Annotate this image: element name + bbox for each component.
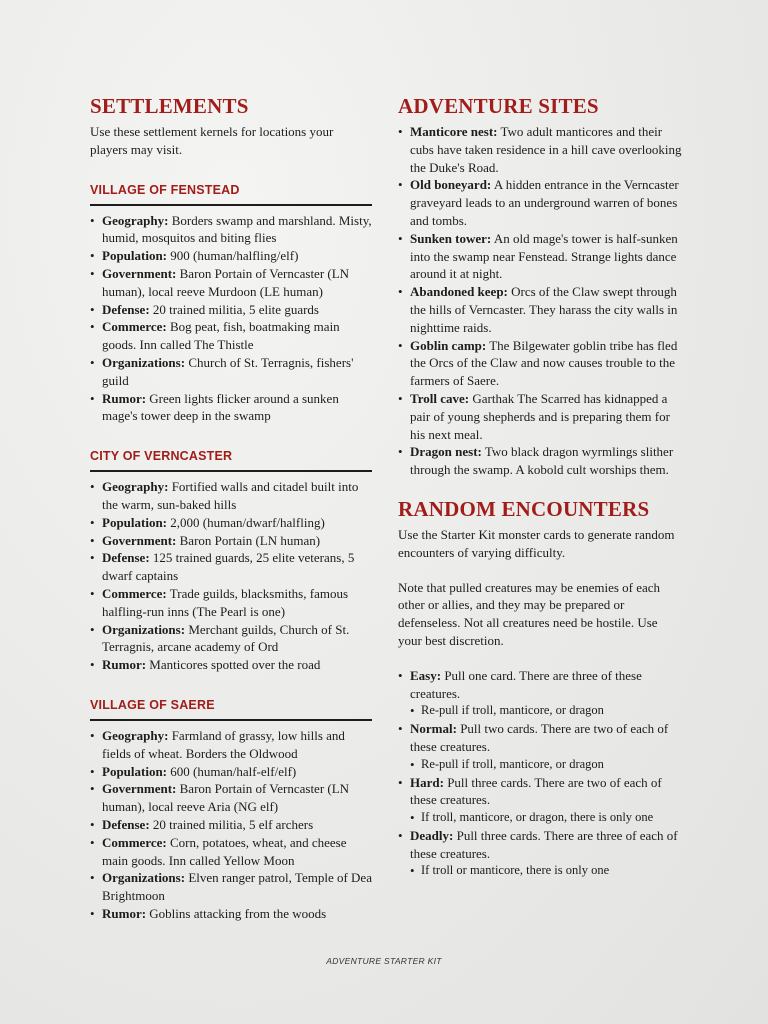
list-item: • Goblin camp: The Bilgewater goblin tribe has fled the Orcs of the Claw and now causes trouble to the farmers of Saere. bbox=[398, 337, 684, 390]
list-item: • Geography: Farmland of grassy, low hills and fields of wheat. Borders the Oldwood bbox=[90, 727, 372, 763]
adventure-sites-heading: ADVENTURE SITES bbox=[398, 94, 599, 118]
adventure-sites-list bbox=[398, 123, 684, 479]
difficulty-item-easy: • Easy: Pull one card. There are three of these creatures. • Re-pull if troll, manticore, or dragon bbox=[398, 667, 684, 720]
fenstead-heading: VILLAGE OF FENSTEAD bbox=[90, 181, 372, 206]
settlements-intro: Use these settlement kernels for locations your players may visit. bbox=[90, 124, 334, 157]
saere-list bbox=[90, 727, 372, 923]
random-encounters-heading: RANDOM ENCOUNTERS bbox=[398, 496, 650, 521]
difficulty-subitem: • Re-pull if troll, manticore, or dragon bbox=[410, 756, 684, 774]
list-item: • Sunken tower: An old mage's tower is half-sunken into the swamp near Fenstead. Strange lights dance around it at night. bbox=[398, 230, 684, 283]
random-encounters-note: Note that pulled creatures may be enemies of each other or allies, and they may be prepared or defenseless. Not all creatures need be hostile. Use your best discretion. bbox=[398, 579, 661, 648]
difficulty-subitem: • Re-pull if troll, manticore, or dragon bbox=[410, 702, 684, 720]
list-item: • Population: 600 (human/half-elf/elf) bbox=[90, 763, 372, 781]
list-item: • Rumor: Green lights flicker around a sunken mage's tower deep in the swamp bbox=[90, 390, 372, 426]
difficulty-subitem: • If troll or manticore, there is only one bbox=[410, 862, 684, 880]
difficulty-subitem: • If troll, manticore, or dragon, there is only one bbox=[410, 809, 684, 827]
list-item: • Commerce: Corn, potatoes, wheat, and cheese main goods. Inn called Yellow Moon bbox=[90, 834, 372, 870]
list-item: • Government: Baron Portain of Verncaster (LN human), local reeve Murdoon (LE human) bbox=[90, 265, 372, 301]
list-item: • Old boneyard: A hidden entrance in the Verncaster graveyard leads to an underground warren of bones and tombs. bbox=[398, 176, 684, 229]
page-footer: ADVENTURE STARTER KIT bbox=[326, 956, 442, 966]
list-item: • Dragon nest: Two black dragon wyrmlings slither through the swamp. A kobold cult worships them. bbox=[398, 443, 684, 479]
list-item: • Population: 2,000 (human/dwarf/halfling) bbox=[90, 514, 372, 532]
settlements-heading: SETTLEMENTS bbox=[90, 94, 249, 118]
list-item: • Population: 900 (human/halfling/elf) bbox=[90, 247, 372, 265]
difficulty-item-deadly: • Deadly: Pull three cards. There are three of each of these creatures. • If troll or manticore, there is only one bbox=[398, 827, 684, 880]
list-item: • Organizations: Merchant guilds, Church of St. Terragnis, arcane academy of Ord bbox=[90, 621, 372, 657]
list-item: • Government: Baron Portain (LN human) bbox=[90, 532, 372, 550]
list-item: • Commerce: Trade guilds, blacksmiths, famous halfling-run inns (The Pearl is one) bbox=[90, 585, 372, 621]
list-item: • Organizations: Church of St. Terragnis, fishers' guild bbox=[90, 354, 372, 390]
saere-heading: VILLAGE OF SAERE bbox=[90, 696, 372, 721]
list-item: • Organizations: Elven ranger patrol, Temple of Dea Brightmoon bbox=[90, 869, 372, 905]
list-item: • Government: Baron Portain of Verncaster (LN human), local reeve Aria (NG elf) bbox=[90, 780, 372, 816]
list-item: • Defense: 125 trained guards, 25 elite veterans, 5 dwarf captains bbox=[90, 549, 372, 585]
random-encounters-intro: Use the Starter Kit monster cards to generate random encounters of varying difficulty. bbox=[398, 526, 675, 560]
right-column bbox=[398, 92, 684, 880]
fenstead-list bbox=[90, 212, 372, 426]
list-item: • Defense: 20 trained militia, 5 elf archers bbox=[90, 816, 372, 834]
list-item: • Rumor: Goblins attacking from the woods bbox=[90, 905, 372, 923]
list-item: • Abandoned keep: Orcs of the Claw swept through the hills of Verncaster. They harass the city walls in nighttime raids. bbox=[398, 283, 684, 336]
list-item: • Commerce: Bog peat, fish, boatmaking main goods. Inn called The Thistle bbox=[90, 318, 372, 354]
list-item: • Manticore nest: Two adult manticores and their cubs have taken residence in a hill cave overlooking the Duke's Road. bbox=[398, 123, 684, 176]
difficulty-item-normal: • Normal: Pull two cards. There are two of each of these creatures. • Re-pull if troll, manticore, or dragon bbox=[398, 720, 684, 773]
list-item: • Troll cave: Garthak The Scarred has kidnapped a pair of young shepherds and is preparing them for his next meal. bbox=[398, 390, 684, 443]
list-item: • Defense: 20 trained militia, 5 elite guards bbox=[90, 301, 372, 319]
verncaster-heading: CITY OF VERNCASTER bbox=[90, 447, 372, 472]
list-item: • Geography: Borders swamp and marshland. Misty, humid, mosquitos and biting flies bbox=[90, 212, 372, 248]
list-item: • Rumor: Manticores spotted over the road bbox=[90, 656, 372, 674]
left-column bbox=[90, 92, 372, 923]
difficulty-list bbox=[398, 667, 684, 881]
difficulty-item-hard: • Hard: Pull three cards. There are two of each of these creatures. • If troll, manticore, or dragon, there is only one bbox=[398, 774, 684, 827]
list-item: • Geography: Fortified walls and citadel built into the warm, sun-baked hills bbox=[90, 478, 372, 514]
verncaster-list bbox=[90, 478, 372, 674]
